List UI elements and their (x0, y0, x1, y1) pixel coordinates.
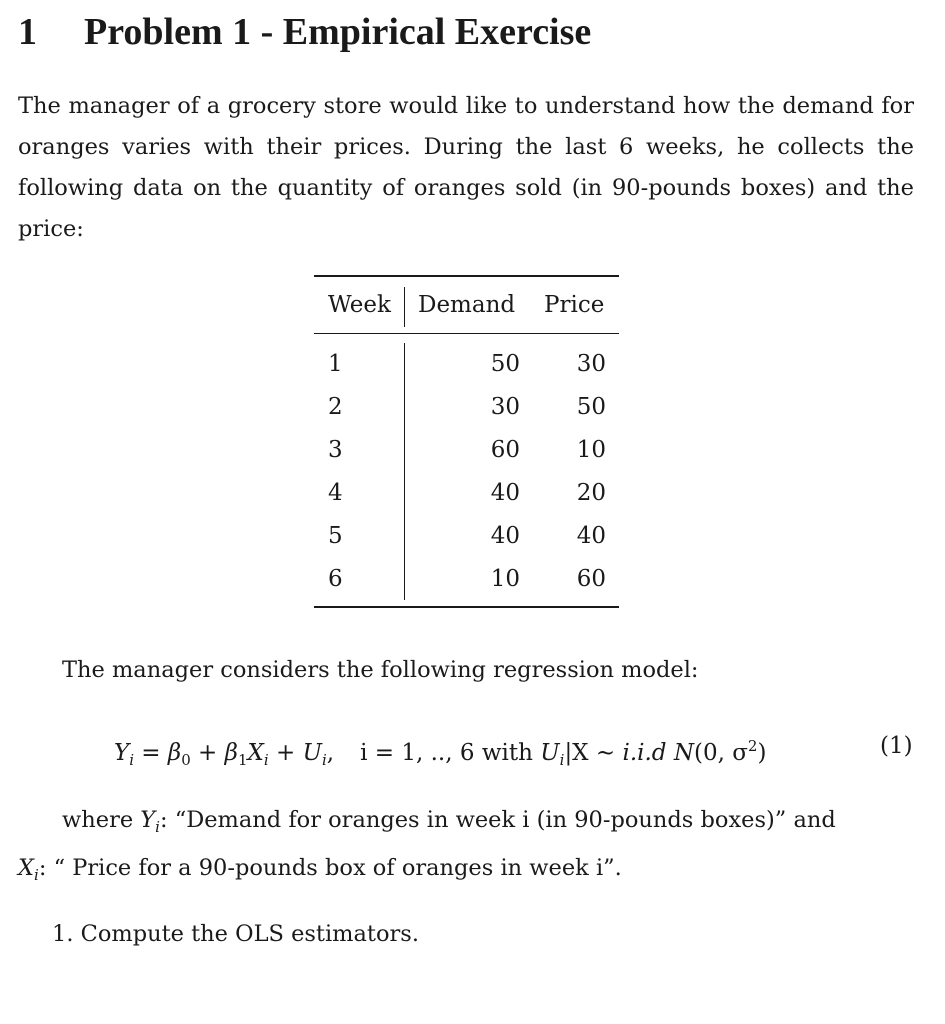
eq-sub: i (129, 751, 134, 769)
variable-definitions (18, 800, 888, 896)
question-item: 1. Compute the OLS estimators. (52, 921, 419, 947)
eq-with: with (481, 740, 533, 766)
cell-week: 6 (328, 566, 343, 592)
cell-week: 3 (328, 437, 343, 463)
eq-plus: + (268, 740, 303, 766)
eq-plus: + (190, 740, 225, 766)
cell-price: 30 (576, 351, 606, 377)
cell-demand: 50 (490, 351, 520, 377)
eq-equals: = (134, 740, 168, 766)
table-row (314, 558, 619, 601)
eq-conditional: |X ∼ (564, 740, 623, 766)
eq-sub: 1 (237, 751, 248, 769)
table-row (314, 429, 619, 472)
eq-x: X (18, 855, 35, 881)
cell-price: 10 (576, 437, 606, 463)
eq-close: ) (757, 740, 767, 766)
section-heading (18, 8, 591, 56)
intro-paragraph: The manager of a grocery store would like to understand how the demand for oranges varies with their prices. During the last 6 weeks, he collects the following data on the quantity of oranges sold (in 90-pounds boxes) and the price: (18, 93, 914, 242)
eq-sub: i (321, 751, 327, 769)
header-demand: Demand (418, 292, 516, 318)
cell-price: 50 (576, 394, 606, 420)
eq-y: Y (140, 807, 156, 833)
eq-x: X (247, 740, 264, 766)
table-header-rule (314, 333, 619, 334)
cell-price: 40 (576, 523, 606, 549)
x-description: : “ Price for a 90-pounds box of oranges in week i”. (38, 855, 622, 881)
header-price: Price (544, 292, 605, 318)
model-intro: The manager considers the following regression model: (62, 657, 699, 683)
eq-sub: i (559, 751, 565, 769)
table-bottom-rule (314, 606, 619, 608)
eq-u: U (540, 740, 560, 766)
eq-u: U (302, 740, 322, 766)
cell-demand: 60 (490, 437, 520, 463)
table-row (314, 472, 619, 515)
eq-sub: 0 (181, 751, 191, 769)
table-vertical-rule (404, 287, 405, 327)
cell-week: 5 (328, 523, 343, 549)
eq-normal: N (673, 740, 694, 766)
cell-price: 20 (576, 480, 606, 506)
table-row (314, 386, 619, 429)
where-lead: where (62, 807, 134, 833)
cell-week: 4 (328, 480, 343, 506)
eq-beta: β (224, 740, 238, 766)
eq-beta: β (167, 740, 182, 766)
eq-normal-args: (0, σ (693, 740, 748, 766)
equation-number: (1) (880, 733, 913, 759)
table-row (314, 343, 619, 386)
section-number: 1 (18, 11, 37, 53)
eq-sub: i (155, 818, 160, 836)
eq-iid: i.i.d (622, 740, 667, 766)
cell-week: 2 (328, 394, 343, 420)
cell-week: 1 (328, 351, 343, 377)
regression-equation (114, 726, 766, 780)
eq-range: i = 1, .., 6 (360, 740, 475, 766)
cell-demand: 10 (490, 566, 520, 592)
eq-comma: , (326, 740, 335, 766)
cell-demand: 40 (490, 480, 520, 506)
table-row (314, 515, 619, 558)
eq-sub: i (34, 866, 39, 884)
header-week: Week (328, 292, 391, 318)
cell-demand: 40 (490, 523, 520, 549)
section-title: Problem 1 - Empirical Exercise (84, 11, 592, 53)
y-description: : “Demand for oranges in week i (in 90-pounds boxes)” and (159, 807, 836, 833)
cell-demand: 30 (490, 394, 520, 420)
cell-price: 60 (576, 566, 606, 592)
eq-square: 2 (747, 737, 758, 755)
table-top-rule (314, 275, 619, 277)
eq-y: Y (114, 740, 130, 766)
eq-sub: i (263, 751, 269, 769)
